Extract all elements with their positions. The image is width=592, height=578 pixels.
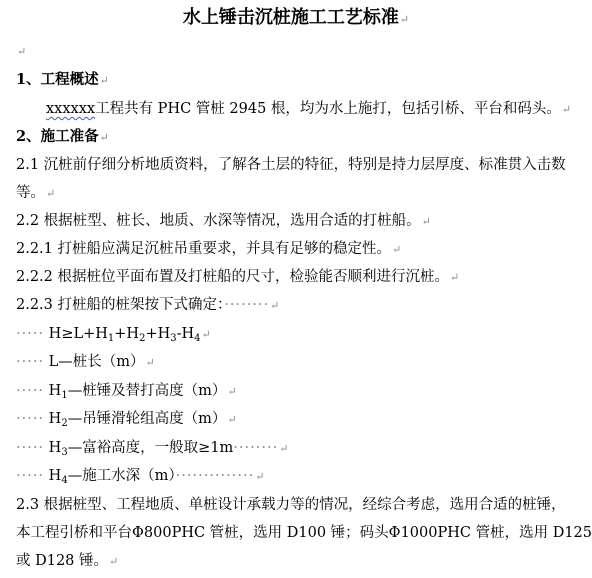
section1-heading-text: 1、工程概述 [16, 71, 99, 88]
empty-paragraph [16, 41, 26, 61]
project-name-placeholder: xxxxxx [46, 101, 96, 117]
paragraph-2-3-line1 [16, 495, 566, 515]
section2-heading [16, 127, 109, 147]
paragraph-2-3-text-3: 或 D128 锤。 [16, 553, 109, 569]
paragraph-2-2-2 [16, 267, 459, 287]
document-title [0, 6, 592, 32]
section2-heading-text: 2、施工准备 [16, 128, 99, 145]
paragraph-2-2 [16, 211, 431, 231]
paragraph-mark: ↵ [255, 470, 265, 483]
paragraph-2-3-line2 [16, 523, 592, 543]
paragraph-2-1-line1 [16, 155, 566, 175]
definition-h1-text: —桩锤及替打高度（m） [67, 383, 227, 399]
paragraph-mark: ↵ [46, 187, 56, 200]
paragraph-mark: ↵ [450, 271, 460, 284]
definition-h4-text: —施工水深（m） [67, 468, 176, 484]
paragraph-2-2-3-text: 2.2.3 打桩船的桩架按下式确定： [16, 297, 225, 313]
tab-leader-dots: ········ [233, 440, 279, 456]
definition-h2 [16, 409, 237, 429]
paragraph-mark: ↵ [399, 13, 410, 26]
title-text: 水上锤击沉桩施工工艺标准 [182, 7, 399, 28]
paragraph-2-2-1-text: 2.2.1 打桩船应满足沉桩吊重要求，并具有足够的稳定性。 [16, 241, 392, 257]
paragraph-2-1-line2 [16, 183, 55, 203]
paragraph-mark: ↵ [227, 413, 237, 426]
definition-h3-sub: 3 [61, 447, 68, 458]
paragraph-mark: ↵ [270, 299, 280, 312]
definition-h1-symbol: H [48, 383, 62, 399]
formula-minus-h4: -H [176, 326, 195, 342]
paragraph-2-2-1 [16, 239, 401, 259]
indent-dots: ····· [16, 326, 45, 342]
paragraph-2-2-3 [16, 295, 279, 315]
section1-heading [16, 70, 109, 90]
definition-h3-text: —富裕高度，一般取≥1m [67, 440, 234, 456]
definition-h4-sub: 4 [61, 475, 68, 486]
paragraph-mark: ↵ [392, 243, 402, 256]
definition-h1 [16, 381, 237, 401]
formula-sub-3: 3 [170, 333, 177, 344]
paragraph-mark: ↵ [17, 45, 27, 58]
formula-plus-h3: +H [145, 326, 171, 342]
indent-dots: ····· [16, 468, 45, 484]
formula-h: H [48, 326, 62, 342]
paragraph-mark: ↵ [109, 555, 119, 568]
paragraph-mark: ↵ [227, 385, 237, 398]
formula-ge-l-h: ≥L+H [61, 326, 108, 342]
paragraph-2-1-text-1: 2.1 沉桩前仔细分析地质资料，了解各土层的特征，特别是持力层厚度、标准贯入击数 [16, 157, 566, 173]
paragraph-2-2-2-text: 2.2.2 根据桩位平面布置及打桩船的尺寸，检验能否顺利进行沉桩。 [16, 269, 450, 285]
tab-leader-dots: ········ [224, 297, 270, 313]
definition-h3-symbol: H [48, 440, 62, 456]
indent-dots: ····· [16, 440, 45, 456]
paragraph-2-2-text: 2.2 根据桩型、桩长、地质、水深等情况，选用合适的打桩船。 [16, 213, 421, 229]
indent-dots: ····· [16, 383, 45, 399]
section1-body [46, 99, 571, 119]
definition-l-text: L—桩长（m） [48, 354, 145, 370]
definition-h2-sub: 2 [61, 418, 68, 429]
definition-h3 [16, 438, 288, 458]
paragraph-mark: ↵ [99, 131, 109, 144]
definition-h1-sub: 1 [61, 390, 68, 401]
formula-sub-4: 4 [194, 333, 201, 344]
indent-dots: ····· [16, 354, 45, 370]
paragraph-mark: ↵ [145, 356, 155, 369]
definition-h2-symbol: H [48, 411, 62, 427]
formula-plus-h2: +H [114, 326, 140, 342]
definition-h4-symbol: H [48, 468, 62, 484]
paragraph-mark: ↵ [201, 328, 211, 341]
indent-dots: ····· [16, 411, 45, 427]
paragraph-2-3-text-1: 2.3 根据桩型、工程地质、单桩设计承载力等的情况，经综合考虑，选用合适的桩锤， [16, 497, 566, 513]
formula-sub-2: 2 [139, 333, 146, 344]
definition-l [16, 352, 155, 372]
formula-line [16, 324, 211, 344]
section1-body-text: 工程共有 PHC 管桩 2945 根，均为水上施打，包括引桥、平台和码头。 [95, 101, 561, 117]
paragraph-2-3-line3 [16, 551, 118, 571]
definition-h4 [16, 466, 264, 486]
paragraph-mark: ↵ [561, 103, 572, 116]
paragraph-2-3-text-2: 本工程引桥和平台Φ800PHC 管桩，选用 D100 锤；码头Φ1000PHC 管桩，选用 D125 [16, 525, 592, 541]
paragraph-mark: ↵ [99, 74, 109, 87]
definition-h2-text: —吊锤滑轮组高度（m） [67, 411, 227, 427]
tab-leader-dots: ·············· [175, 468, 255, 484]
paragraph-mark: ↵ [279, 442, 289, 455]
paragraph-2-1-text-2: 等。 [16, 185, 45, 201]
formula-sub-1: 1 [107, 333, 115, 344]
paragraph-mark: ↵ [421, 215, 431, 228]
